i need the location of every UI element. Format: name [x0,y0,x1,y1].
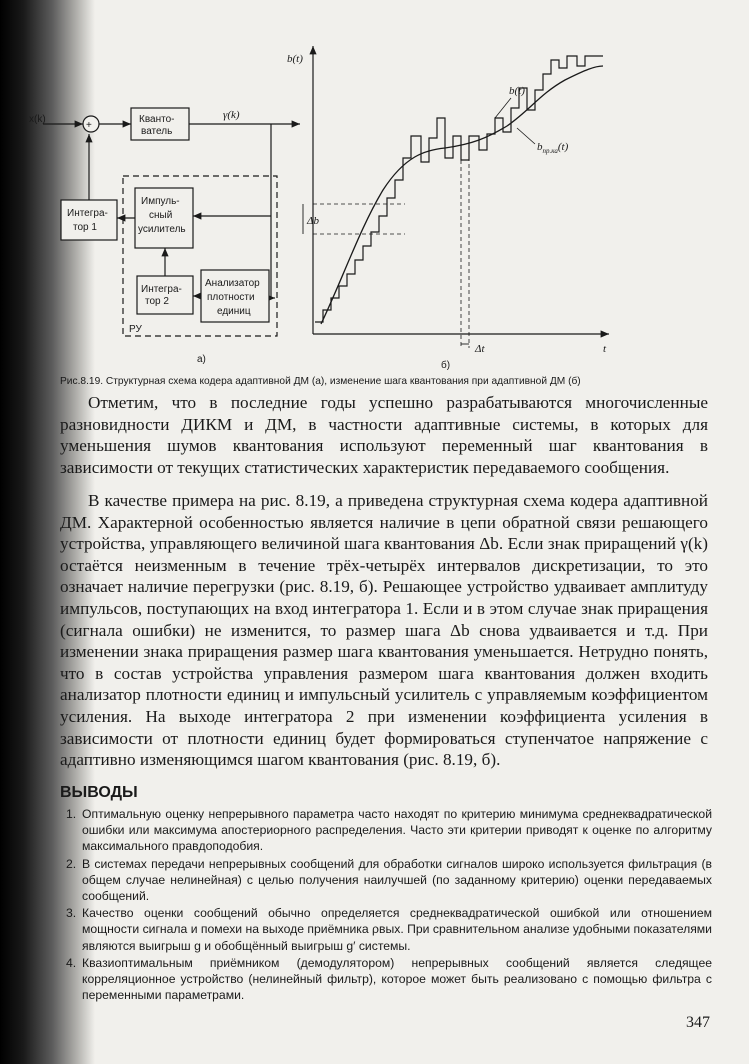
integrator1-label-1: Интегра- [67,208,108,219]
control-unit-label: РУ [129,324,142,335]
integrator1-block [61,200,117,240]
conclusion-item [60,806,712,855]
input-label: x(k) [29,114,46,125]
paragraph-2: В качестве примера на рис. 8.19, а приведена структурная схема кодера адаптивной ДМ. Характерной особенностью является наличие в цепи обратной связи решающего устройства, управляющего величиной шага квантования Δb. Если знак приращений γ(k) остаётся неизменным в течение трёх-четырёх интервалов дискретизации, то это означает наличие перегрузки (рис. 8.19, б). Решающее устройство удваивает амплитуду импульсов, поступающих на вход интегратора 1. Если и в этом случае знак приращения (сигнала ошибки) не изменится, то размер шага Δb снова удваивается и т.д. При изменении знака приращения размер шага квантования уменьшается. Нетрудно понять, что в состав устройства управления размером шага квантования должен входить анализатор плотности единиц и импульсный усилитель с управляемым коэффициентом усиления. На выходе интегратора 2 при изменении коэффициента усиления в зависимости от плотности единиц будет формироваться ступенчатое напряжение с адаптивно изменяющимся шагом квантования (рис. 8.19, б). [60,491,708,770]
density-label-1: Анализатор [205,278,260,289]
conclusion-number: 1. [66,807,77,821]
quantizer-label-2: ватель [141,126,173,137]
pulse-amp-label-1: Импуль- [141,196,180,207]
step-diagram-labels [287,53,607,370]
panel-a-label: а) [197,354,206,365]
x-axis-label: t [603,343,607,355]
step-diagram [303,46,609,348]
conclusion-text: Качество оценки сообщений обычно определяется среднеквадратической ошибкой или отношением мощности сигнала и помехи на выходе приёмника ρвых. При сравнительном анализе удобными показателями являются выигрыш g и обобщённый выигрыш g′ системы. [82,906,712,953]
conclusion-number: 3. [66,906,77,921]
gamma-label: γ(k) [223,109,240,121]
delta-t-label: Δt [475,343,485,355]
pulse-amp-label-2: сный [149,210,173,221]
figure-8-19 [25,38,625,370]
page-number: 347 [686,1014,710,1031]
staircase-label: $b_{пр.ка}(t)$ [537,141,569,155]
conclusion-text: В системах передачи непрерывных сообщений для обработки сигналов широко используется фильтрация (в общем случае нелинейная) с целью получения наилучшей (по заданному критерию) оценки передаваемых сообщений. [82,856,712,904]
panel-b-label: б) [441,360,451,370]
curve-label: b(t) [509,85,525,97]
paragraph-1: Отметим, что в последние годы успешно разрабатываются многочисленные разновидности ДИКМ и ДМ, в частности адаптивные системы, в которых для уменьшения шумов квантования используют переменный шаг квантования в зависимости от текущих статистических характеристик передаваемого сообщения. [60,393,708,477]
figure-caption: Рис.8.19. Структурная схема кодера адаптивной ДМ (а), изменение шага квантования при адаптивной ДМ (б) [60,376,581,387]
quantizer-label-1: Кванто- [139,114,175,125]
delta-b-label: Δb [307,215,319,227]
conclusion-number: 4. [66,955,77,970]
integrator2-label-1: Интегра- [141,284,182,295]
y-axis-label: b(t) [287,53,303,65]
integrator2-block [137,276,193,314]
density-label-3: единиц [217,306,251,317]
integrator2-label-2: тор 2 [145,296,169,307]
signal-curve [321,66,603,324]
conclusions-heading: ВЫВОДЫ [60,784,138,801]
conclusion-text: Оптимальную оценку непрерывного параметра часто находят по критерию минимума среднеквадратической ошибки или максимума апостериорного распределения. Часто эти критерии приводят к оценке по алгоритму максимального правдоподобия. [82,807,712,854]
conclusion-item [60,856,712,905]
conclusion-number: 2. [66,856,77,871]
conclusions-list [60,806,712,1004]
conclusion-item [60,905,712,954]
plus-sign: + [86,120,92,131]
conclusion-item [60,955,712,1004]
pulse-amp-label-3: усилитель [138,224,186,235]
conclusion-text: Квазиоптимальным приёмником (демодулятором) непрерывных сообщений является следящее корреляционное устройство (нелинейный фильтр), которое может быть реализовано с помощью фильтра с переменными параметрами. [82,955,712,1003]
integrator1-label-2: тор 1 [73,222,97,233]
staircase [315,56,603,322]
density-label-2: плотности [207,292,255,303]
